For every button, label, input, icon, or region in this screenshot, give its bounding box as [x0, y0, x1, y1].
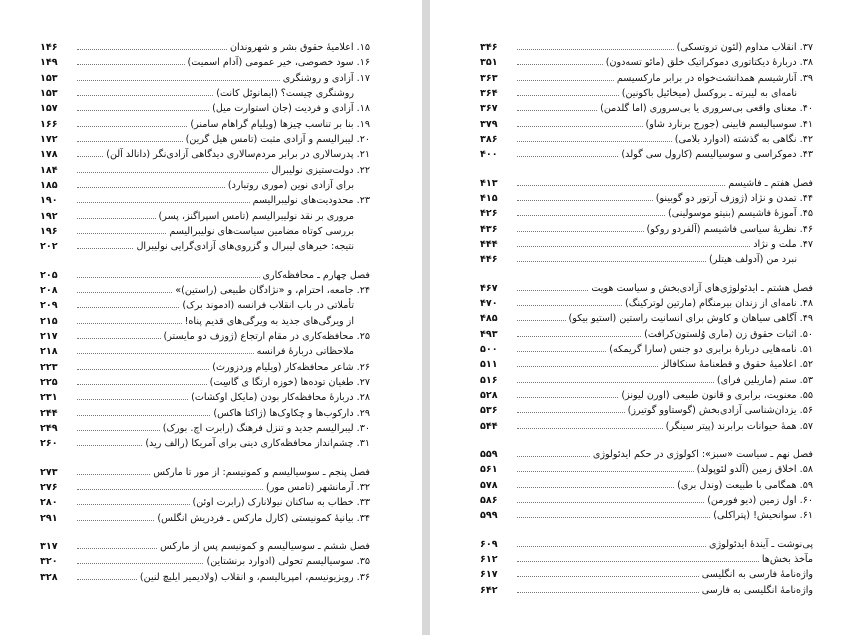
dot-leader: [77, 504, 190, 505]
toc-entry-page: ۲۰۹: [40, 300, 58, 312]
toc-entry-page: ۲۳۱: [40, 392, 58, 404]
dot-leader: [517, 487, 674, 488]
dot-leader: [517, 290, 588, 291]
toc-entry-title: از ویرگی‌های جدید به ویرگی‌های قدیم پناه!: [184, 315, 354, 327]
toc-entry-page: ۴۰۰: [480, 149, 498, 161]
toc-entry: [40, 178, 370, 193]
toc-entry: [40, 193, 370, 208]
toc-entry: [480, 419, 813, 434]
toc-entry-page: ۵۳۶: [480, 405, 498, 417]
dot-leader: [517, 412, 625, 413]
dot-leader: [517, 366, 658, 367]
toc-entry-page: ۳۲۸: [40, 571, 58, 583]
toc-entry-title: ۲۴. جامعه، احترام، و «نژادگان طبیعی (راستین)»: [175, 284, 370, 296]
toc-entry-page: ۲۶۰: [40, 438, 58, 450]
toc-entry-title: فصل چهارم ـ محافظه‌کاری: [262, 269, 370, 281]
dot-leader: [517, 502, 704, 503]
toc-entry: [40, 224, 370, 239]
toc-entry-page: ۵۲۸: [480, 389, 498, 401]
toc-entry: [40, 480, 370, 495]
toc-entry-page: ۴۳۶: [480, 223, 498, 235]
toc-entry-title: ۳۳. خطاب به ساکنان نیولانارک (رابرت اوئن): [192, 497, 370, 509]
toc-entry: [40, 495, 370, 510]
toc-entry-page: ۳۶۳: [480, 72, 498, 84]
toc-entry: [40, 209, 370, 224]
toc-entry-page: ۳۴۶: [480, 42, 498, 53]
toc-entry-title: ۱۷. آزادی و روشنگری: [282, 72, 370, 84]
toc-entry-page: ۶۱۷: [480, 569, 498, 581]
toc-entry: [40, 406, 370, 421]
dot-leader: [77, 430, 160, 431]
toc-entry-page: ۱۵۷: [40, 103, 58, 115]
toc-entry-page: ۳۸۶: [480, 133, 498, 145]
toc-entry-page: ۲۱۵: [40, 315, 58, 327]
toc-entry-page: ۳۲۰: [40, 556, 58, 568]
dot-leader: [77, 64, 185, 65]
toc-entry-page: ۴۹۳: [480, 328, 498, 340]
toc-entry: [480, 357, 813, 372]
toc-entry-page: ۲۰۸: [40, 284, 58, 296]
dot-leader: [77, 218, 156, 219]
dot-leader: [77, 445, 142, 446]
toc-entry-page: ۲۴۴: [40, 407, 58, 419]
left-page: [0, 0, 422, 635]
toc-entry-title: ۵۲. اعلامیهٔ حقوق و قطعنامهٔ سنکافالز: [661, 359, 813, 371]
toc-entry: [480, 101, 813, 116]
toc-entry-title: ۴۶. نظریهٔ سیاسی فاشیسم (آلفردو روکو): [646, 223, 813, 235]
dot-leader: [517, 397, 618, 398]
dot-leader: [517, 141, 672, 142]
toc-entry-title: فصل هفتم ـ فاشیسم: [728, 177, 813, 189]
toc-part-heading: [480, 447, 813, 462]
toc-entry-page: ۲۱۷: [40, 330, 58, 342]
toc-entry: [40, 298, 370, 313]
toc-entry-page: ۳۶۴: [480, 87, 498, 99]
toc-entry-title: ۳۹. آنارشیسم همدانشت‌خواه در برابر مارکسیسم: [616, 72, 813, 84]
toc-entry-title: ۴۹. آگاهی سیاهان و کاوش برای انسانیت راستین (استیو بیکو): [568, 313, 813, 325]
toc-entry-page: ۳۷۹: [480, 118, 498, 130]
dot-leader: [77, 141, 183, 142]
toc-entry-title: نبرد من (آدولف هیتلر): [709, 254, 797, 266]
toc-entry-title: نامه‌ای به لیبرته ـ بروکسل (میخائیل باکونین): [621, 87, 797, 99]
dot-leader: [517, 336, 641, 337]
toc-entry-page: ۴۴۴: [480, 238, 498, 250]
toc-entry-title: ۵۸. اخلاق زمین (آلدو لئوپولد): [696, 464, 813, 476]
dot-leader: [77, 277, 260, 278]
dot-leader: [77, 202, 250, 203]
dot-leader: [77, 292, 172, 293]
toc-entry-title: ۵۹. همگامی با طبیعت (وندل بری): [677, 479, 813, 491]
toc-entry: [40, 554, 370, 569]
toc-entry-title: ۳۲. آرمانشهر (تامس مور): [266, 481, 370, 493]
toc-entry-page: ۲۲۵: [40, 376, 58, 388]
toc-entry-page: ۱۴۶: [40, 42, 58, 53]
toc-entry-title: ۲۷. طغیان توده‌ها (خوزه ارتگا ی گاسِت): [209, 376, 370, 388]
toc-entry-title: پی‌نوشت ـ آیندهٔ ایدئولوژی: [708, 538, 813, 550]
toc-entry-page: ۱۵۳: [40, 72, 58, 84]
dot-leader: [517, 110, 597, 111]
toc-entry: [480, 583, 813, 598]
toc-part-heading: [40, 465, 370, 480]
toc-entry: [480, 478, 813, 493]
toc-entry-title: ۱۹. بنا بر تناسب چیزها (ویلیام گراهام سامنر): [190, 118, 370, 130]
toc-entry: [480, 493, 813, 508]
toc-entry-page: ۲۰۲: [40, 241, 58, 253]
toc-entry-title: ملاحظاتی دربارهٔ فرانسه: [256, 346, 354, 358]
toc-entry: [480, 237, 813, 252]
toc-entry-page: ۱۷۲: [40, 133, 58, 145]
dot-leader: [77, 126, 187, 127]
toc-entry-title: ۵۱. نامه‌هایی دربارهٔ برابری دو جنس (سارا گریمکه): [609, 343, 813, 355]
toc-entry-page: ۲۸۰: [40, 497, 58, 509]
toc-entry: [480, 191, 813, 206]
toc-entry-title: ۴۴. تمدن و نژاد (ژوزف آرتور دو گوبینو): [655, 192, 813, 204]
dot-leader: [77, 474, 150, 475]
toc-entry-title: ۲۲. دولت‌ستیزی نولیبرال: [271, 164, 370, 176]
toc-entry-title: ۶۰. اول زمین (دیو فورمن): [707, 494, 813, 506]
toc-part-heading: [40, 268, 370, 283]
dot-leader: [77, 353, 254, 354]
dot-leader: [77, 579, 137, 580]
toc-entry: [480, 206, 813, 221]
toc-entry-title: ۵۷. همهٔ حیوانات برابرند (پیتر سینگر): [665, 420, 813, 432]
toc-entry-page: ۱۶۶: [40, 118, 58, 130]
toc-entry-page: ۶۴۲: [480, 584, 498, 596]
dot-leader: [517, 64, 603, 65]
toc-entry: [480, 86, 813, 101]
toc-entry-title: ۶۱. سوانحیش! (پتراکلی): [713, 510, 813, 522]
toc-entry-page: ۴۴۶: [480, 254, 498, 266]
toc-entry-title: فصل پنجم ـ سوسیالیسم و کمونیسم: از مور تا مارکس: [153, 466, 370, 478]
dot-leader: [517, 261, 706, 262]
toc-entry: [480, 327, 813, 342]
toc-entry-title: ۳۴. بیانیهٔ کمونیستی (کارل مارکس ـ فردریش انگلس): [157, 512, 370, 524]
dot-leader: [77, 548, 157, 549]
dot-leader: [77, 338, 161, 339]
toc-entry: [40, 283, 370, 298]
toc-entry-page: ۱۵۳: [40, 87, 58, 99]
dot-leader: [77, 489, 263, 490]
toc-entry-title: روشنگری چیست؟ (ایمانوئل کانت): [216, 87, 354, 99]
toc-entry: [40, 436, 370, 451]
dot-leader: [77, 110, 209, 111]
toc-entry-title: ۳۵. سوسیالیسم تحولی (ادوارد برنشتاین): [206, 556, 370, 568]
toc-entry: [40, 147, 370, 162]
toc-entry-page: ۳۵۱: [480, 57, 498, 69]
toc-entry: [40, 163, 370, 178]
toc-entry-title: مآخذ بخش‌ها: [761, 553, 813, 565]
dot-leader: [517, 517, 710, 518]
toc-part-heading: [480, 281, 813, 296]
toc-entry-page: ۲۰۵: [40, 269, 58, 281]
toc-entry-page: ۵۴۴: [480, 420, 498, 432]
toc-entry-title: ۱۶. سود خصوصی، خیر عمومی (آدام اسمیت): [187, 57, 370, 69]
toc-entry: [480, 373, 813, 388]
toc-entry: [40, 314, 370, 329]
toc-entry-title: واژه‌نامهٔ انگلیسی به فارسی: [701, 584, 813, 596]
dot-leader: [77, 307, 179, 308]
toc-entry-title: ۴۲. نگاهی به گذشته (ادوارد بلامی): [674, 133, 813, 145]
toc-entry-title: ۳۱. چشم‌انداز محافظه‌کاری دینی برای آمریکا (رالف رید): [145, 438, 370, 450]
toc-part-heading: [480, 176, 813, 191]
toc-entry: [40, 40, 370, 55]
dot-leader: [77, 520, 154, 521]
toc-entry: [480, 252, 813, 267]
toc-entry-page: ۵۹۹: [480, 510, 498, 522]
toc-entry-title: فصل نهم ـ سیاست «سبز»: اکولوژی در حکم ایدئولوژی: [592, 448, 813, 460]
toc-entry: [480, 462, 813, 477]
toc-entry-title: ۲۳. محدودیت‌های نولیبرالیسم: [252, 195, 370, 207]
toc-part-heading: [40, 539, 370, 554]
dot-leader: [517, 126, 643, 127]
toc-entry-page: ۵۸۶: [480, 494, 498, 506]
toc-entry-title: ۴۸. نامه‌ای از زندان بیرمنگام (مارتین لوترکینگ): [625, 297, 813, 309]
toc-entry-page: ۲۷۶: [40, 481, 58, 493]
dot-leader: [77, 233, 166, 234]
toc-entry-page: ۴۲۶: [480, 208, 498, 220]
toc-entry-page: ۲۲۳: [40, 361, 58, 373]
dot-leader: [517, 156, 618, 157]
toc-entry-title: ۲۵. محافظه‌کاری در مقام ارتجاع (ژوزف دو مایستر): [163, 330, 370, 342]
toc-entry: [480, 567, 813, 582]
toc-entry-title: ۲۶. شاعر محافظه‌کار (ویلیام وردزورث): [212, 361, 370, 373]
dot-leader: [517, 546, 706, 547]
toc-list: [480, 40, 813, 598]
dot-leader: [517, 428, 663, 429]
toc-entry: [480, 222, 813, 237]
toc-entry-title: بررسی کوتاه مضامین سیاست‌های نولیبرالیسم: [169, 225, 354, 237]
dot-leader: [517, 592, 699, 593]
toc-entry-page: ۱۹۶: [40, 225, 58, 237]
toc-entry-title: ۵۰. اثبات حقوق زن (ماری وُلستون‌کرافت): [644, 328, 813, 340]
toc-entry-title: ۲۸. دربارهٔ محافظه‌کار بودن (مایکل اوکشات): [191, 392, 370, 404]
toc-entry-title: برای آزادی نوین (موری روتبارد): [227, 179, 354, 191]
dot-leader: [517, 95, 619, 96]
toc-entry-page: ۱۸۴: [40, 164, 58, 176]
dot-leader: [77, 187, 225, 188]
dot-leader: [77, 156, 103, 157]
toc-entry: [40, 71, 370, 86]
dot-leader: [517, 320, 566, 321]
dot-leader: [517, 185, 725, 186]
toc-entry-page: ۲۷۳: [40, 466, 58, 478]
dot-leader: [77, 80, 280, 81]
toc-list: [40, 40, 370, 585]
dot-leader: [517, 49, 674, 50]
toc-entry-page: ۴۱۳: [480, 177, 498, 189]
toc-entry-title: ۵۵. معنویت، برابری و قانون طبیعی (اورن لیونز): [621, 389, 813, 401]
dot-leader: [517, 561, 759, 562]
dot-leader: [517, 231, 644, 232]
toc-entry-title: ۳۶. رویزیونیسم، امپریالیسم، و انقلاب (ولادیمیر ایلیچ لنین): [139, 571, 370, 583]
dot-leader: [77, 384, 207, 385]
toc-entry-page: ۵۱۱: [480, 359, 498, 371]
toc-entry: [480, 55, 813, 70]
toc-entry-title: ۳۰. لیبرالیسم جدید و تنزل فرهنگ (رابرت اچ. بورک): [162, 422, 370, 434]
toc-entry: [480, 552, 813, 567]
toc-entry-title: واژه‌نامهٔ فارسی به انگلیسی: [701, 569, 813, 581]
toc-entry-title: ۳۸. دربارهٔ دیکتاتوری دموکراتیک خلق (مائو تسه‌دون): [605, 57, 813, 69]
toc-entry-title: ۴۰. معنای واقعی بی‌سروری یا بی‌سروری (اما گلدمن): [600, 103, 813, 115]
toc-entry-page: ۱۹۰: [40, 195, 58, 207]
toc-entry: [480, 296, 813, 311]
toc-entry-page: ۶۱۲: [480, 553, 498, 565]
toc-entry-page: ۲۴۹: [40, 422, 58, 434]
toc-entry-page: ۴۸۵: [480, 313, 498, 325]
book-gutter: [422, 0, 430, 635]
toc-entry-title: مروری بر نقد نولیبرالیسم (تامس اسپراگنز، پسر): [158, 210, 354, 222]
toc-entry: [480, 147, 813, 162]
toc-entry-page: ۳۱۷: [40, 540, 58, 552]
dot-leader: [517, 471, 694, 472]
toc-entry: [40, 117, 370, 132]
toc-entry: [40, 360, 370, 375]
dot-leader: [517, 456, 590, 457]
dot-leader: [77, 95, 213, 96]
toc-entry: [480, 40, 813, 55]
toc-entry: [40, 421, 370, 436]
toc-entry-title: ۴۱. سوسیالیسم فابینی (جورج برنارد شاو): [645, 118, 813, 130]
toc-entry-page: ۵۷۸: [480, 479, 498, 491]
toc-entry-title: ۵۶. یزدان‌شناسی آزادی‌بخش (گوستاوو گوتیرز): [627, 405, 813, 417]
toc-entry-page: ۵۵۹: [480, 448, 498, 460]
toc-entry: [480, 403, 813, 418]
right-page: [430, 0, 852, 635]
toc-entry-title: ۵۳. ستم (ماریلین فرای): [716, 374, 813, 386]
toc-entry-title: نتیجه: خیرهای لیبرال و گزروی‌های آزادی‌گرایی نولیبرال: [136, 241, 354, 253]
toc-entry-page: ۲۹۱: [40, 512, 58, 524]
toc-entry-title: ۴۳. دموکراسی و سوسیالیسم (کارول سی گولد): [621, 149, 813, 161]
toc-entry-page: ۱۹۲: [40, 210, 58, 222]
toc-entry-page: ۴۶۷: [480, 282, 498, 294]
toc-entry: [480, 311, 813, 326]
dot-leader: [517, 305, 622, 306]
dot-leader: [77, 323, 182, 324]
toc-entry-page: ۴۷۰: [480, 297, 498, 309]
toc-entry-page: ۵۶۱: [480, 464, 498, 476]
toc-part-heading: [480, 537, 813, 552]
toc-entry: [40, 132, 370, 147]
dot-leader: [77, 415, 210, 416]
toc-entry: [40, 86, 370, 101]
toc-entry-title: ۳۷. انقلاب مداوم (لئون تروتسکی): [676, 42, 813, 53]
toc-entry-title: ۴۷. ملت و نژاد: [753, 238, 813, 250]
toc-entry-page: ۱۸۵: [40, 179, 58, 191]
toc-entry-page: ۳۶۷: [480, 103, 498, 115]
dot-leader: [517, 80, 614, 81]
toc-entry-page: ۴۱۵: [480, 192, 498, 204]
toc-entry: [40, 390, 370, 405]
dot-leader: [77, 369, 209, 370]
toc-entry-page: ۵۰۰: [480, 343, 498, 355]
toc-entry: [480, 342, 813, 357]
dot-leader: [517, 576, 699, 577]
toc-entry-title: ۲۱. پدرسالاری در برابر مردم‌سالاری دیدگاهی آزادی‌نگر (دانالد آلن): [106, 149, 370, 161]
dot-leader: [77, 172, 268, 173]
toc-entry: [40, 239, 370, 254]
toc-entry-title: ۲۰. لیبرالیسم و آزادی مثبت (تامس هیل گرین): [185, 133, 370, 145]
toc-entry-title: ۱۸. آزادی و فردیت (جان استوارت میل): [212, 103, 370, 115]
dot-leader: [517, 351, 606, 352]
toc-entry: [40, 344, 370, 359]
toc-entry: [40, 570, 370, 585]
dot-leader: [517, 382, 714, 383]
dot-leader: [517, 246, 750, 247]
toc-entry-title: ۴۵. آموزهٔ فاشیسم (بنیتو موسولینی): [668, 208, 813, 220]
toc-entry: [40, 511, 370, 526]
toc-entry-title: فصل هشتم ـ ایدئولوژی‌های آزادی‌بخش و سیاست هویت: [591, 282, 813, 294]
toc-entry-title: تأملاتی در باب انقلاب فرانسه (ادموند برک): [182, 300, 354, 312]
toc-entry: [40, 375, 370, 390]
dot-leader: [77, 399, 188, 400]
dot-leader: [517, 200, 653, 201]
toc-entry-page: ۵۱۶: [480, 374, 498, 386]
dot-leader: [77, 248, 133, 249]
dot-leader: [77, 563, 203, 564]
toc-entry: [40, 101, 370, 116]
toc-entry-title: ۲۹. دارکوب‌ها و چکاوک‌ها (ژاکتا هاکس): [213, 407, 370, 419]
toc-entry-page: ۱۷۸: [40, 149, 58, 161]
toc-entry-title: ۱۵. اعلامیهٔ حقوق بشر و شهروندان: [229, 42, 370, 53]
toc-entry: [480, 132, 813, 147]
toc-entry: [40, 55, 370, 70]
toc-entry: [480, 117, 813, 132]
dot-leader: [77, 49, 227, 50]
toc-entry-page: ۲۱۸: [40, 346, 58, 358]
toc-entry-page: ۶۰۹: [480, 538, 498, 550]
toc-entry: [480, 71, 813, 86]
toc-entry: [40, 329, 370, 344]
toc-entry-title: فصل ششم ـ سوسیالیسم و کمونیسم پس از مارکس: [160, 540, 370, 552]
toc-entry-page: ۱۴۹: [40, 57, 58, 69]
toc-entry: [480, 388, 813, 403]
toc-entry: [480, 508, 813, 523]
dot-leader: [517, 215, 665, 216]
